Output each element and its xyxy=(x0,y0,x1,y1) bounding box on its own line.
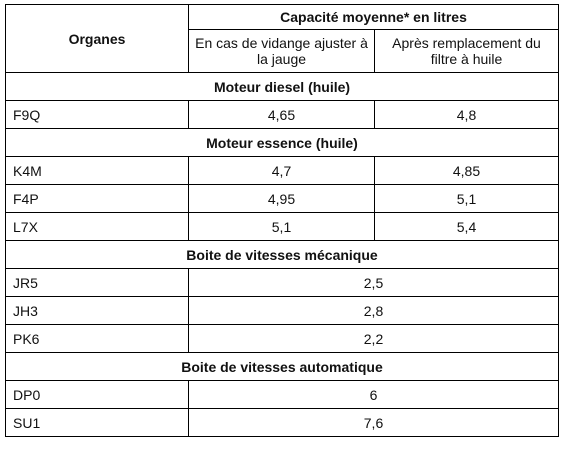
table-row xyxy=(6,185,559,213)
row-name: F4P xyxy=(6,185,189,213)
table-row xyxy=(6,213,559,241)
section-title: Boite de vitesses automatique xyxy=(6,353,559,381)
row-filter-value: 4,8 xyxy=(375,101,559,129)
table-row xyxy=(6,381,559,409)
row-value: 7,6 xyxy=(189,409,559,437)
row-gauge-value: 4,7 xyxy=(189,157,375,185)
capacity-table xyxy=(5,4,559,437)
header-col-gauge: En cas de vidange ajuster à la jauge xyxy=(189,30,375,73)
row-name: JR5 xyxy=(6,269,189,297)
row-gauge-value: 4,65 xyxy=(189,101,375,129)
row-filter-value: 5,4 xyxy=(375,213,559,241)
table-row xyxy=(6,325,559,353)
row-value: 2,2 xyxy=(189,325,559,353)
row-value: 2,5 xyxy=(189,269,559,297)
section-title: Boite de vitesses mécanique xyxy=(6,241,559,269)
row-name: PK6 xyxy=(6,325,189,353)
section-title: Moteur essence (huile) xyxy=(6,129,559,157)
table-row xyxy=(6,297,559,325)
row-name: F9Q xyxy=(6,101,189,129)
row-value: 6 xyxy=(189,381,559,409)
row-name: SU1 xyxy=(6,409,189,437)
row-value: 2,8 xyxy=(189,297,559,325)
section-title: Moteur diesel (huile) xyxy=(6,73,559,101)
row-filter-value: 5,1 xyxy=(375,185,559,213)
row-name: L7X xyxy=(6,213,189,241)
header-capacity: Capacité moyenne* en litres xyxy=(189,5,559,30)
header-organes: Organes xyxy=(6,5,189,73)
table-row xyxy=(6,157,559,185)
table-row xyxy=(6,269,559,297)
table-row xyxy=(6,409,559,437)
row-gauge-value: 5,1 xyxy=(189,213,375,241)
row-name: DP0 xyxy=(6,381,189,409)
row-filter-value: 4,85 xyxy=(375,157,559,185)
header-col-filter: Après remplacement du filtre à huile xyxy=(375,30,559,73)
row-gauge-value: 4,95 xyxy=(189,185,375,213)
row-name: JH3 xyxy=(6,297,189,325)
row-name: K4M xyxy=(6,157,189,185)
table-row xyxy=(6,101,559,129)
